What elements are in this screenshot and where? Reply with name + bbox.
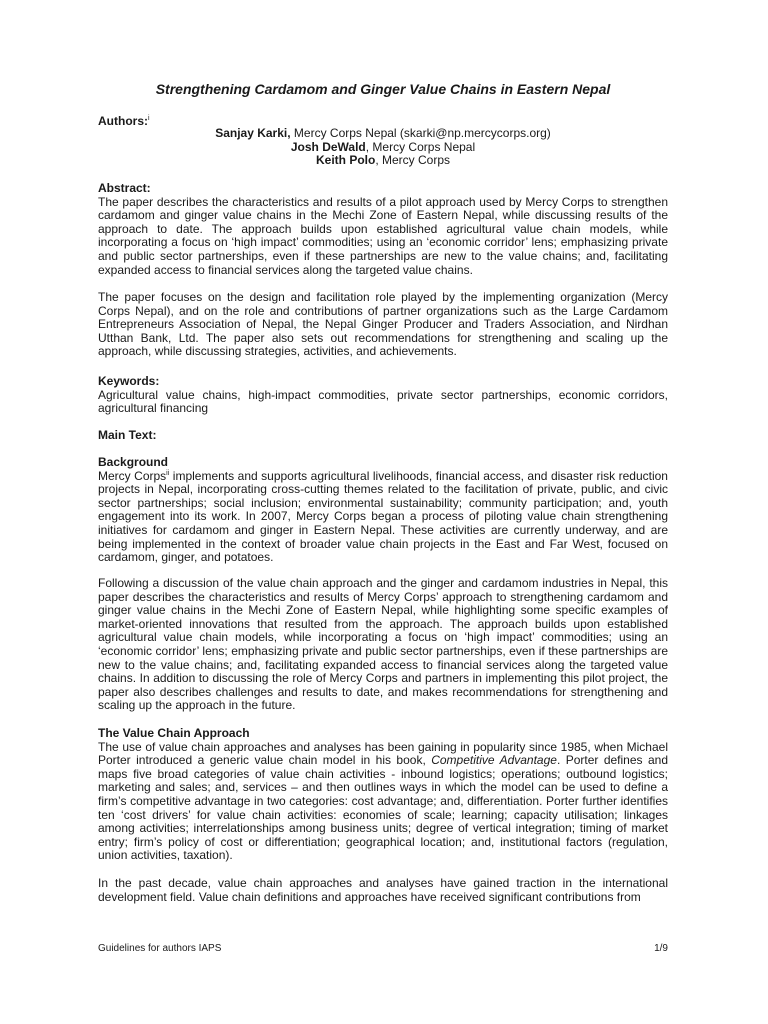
value-chain-heading: The Value Chain Approach bbox=[98, 726, 250, 740]
author-line bbox=[98, 141, 668, 155]
abstract-heading: Abstract: bbox=[98, 181, 151, 195]
footer-left-text: Guidelines for authors IAPS bbox=[98, 943, 222, 954]
abstract-paragraph-2: The paper focuses on the design and facilitation role played by the implementing organization (Mercy Corps Nepal), and on the role and contributions of partner organizations such as the Large Cardamom Entrepreneurs Association of Nepal, the Nepal Ginger Producer and Traders Association, and Nirdhan Utthan Bank, Ltd. The paper also sets out recommendations for strengthening and scaling up the approach, while discussing strategies, activities, and achievements. bbox=[98, 290, 668, 359]
author-affiliation: , Mercy Corps Nepal bbox=[365, 139, 476, 154]
page-number: 1/9 bbox=[654, 943, 668, 954]
value-chain-section bbox=[98, 727, 668, 863]
value-chain-p1-b: . Porter defines and maps five broad categories of value chain activities - inbound logistics; operations; outbound logistics; marketing and sales; and, services – and then outlines ways in which the model can be used to define a firm’s competitive advantage in two categories: cost advantage; and, differentiation. Porter further identifies ten ‘cost drivers’ for value chain activities: economies of scale; learning; capacity utilisation; linkages among activities; interrelationships among business units; degree of vertical integration; timing of market entry; firm’s policy of cost or differentiation; geographical location; and, institutional factors (regulation, union activities, taxation). bbox=[98, 753, 668, 863]
keywords-section bbox=[98, 375, 668, 416]
author-list bbox=[98, 127, 668, 168]
page-footer bbox=[98, 942, 668, 956]
value-chain-p1-a: The use of value chain approaches and analyses has been gaining in popularity since 1985, when Michael Porter introduced a generic value chain model in his book, bbox=[98, 739, 668, 768]
value-chain-paragraph-2: In the past decade, value chain approaches and analyses have gained traction in the international development field. Value chain definitions and approaches have received significant contributions from bbox=[98, 876, 668, 904]
value-chain-paragraph-1 bbox=[98, 741, 668, 863]
author-line bbox=[98, 127, 668, 141]
author-affiliation: Mercy Corps Nepal (skarki@np.mercycorps.org) bbox=[290, 126, 551, 140]
value-chain-paragraph-2-block bbox=[98, 877, 668, 904]
authors-footnote-mark: i bbox=[148, 115, 150, 122]
footnote-mark: ii bbox=[166, 469, 170, 477]
background-heading: Background bbox=[98, 455, 169, 469]
main-text-section bbox=[98, 429, 668, 443]
background-section bbox=[98, 456, 668, 565]
keywords-heading: Keywords: bbox=[98, 374, 160, 388]
author-affiliation: , Mercy Corps bbox=[375, 153, 451, 168]
keywords-text: Agricultural value chains, high-impact commodities, private sector partnerships, economic corridors, agricultural financing bbox=[98, 387, 668, 416]
background-paragraph-1 bbox=[98, 470, 668, 565]
authors-label-text: Authors: bbox=[98, 114, 148, 128]
author-name: Josh DeWald bbox=[290, 139, 366, 154]
background-p1-rest: implements and supports agricultural livelihoods, financial access, and disaster risk reduction projects in Nepal, incorporating cross-cutting themes related to the facilitation of private, public, and civic sector partnerships; social inclusion; environmental sustainability; community participation; and, youth engagement into its work. In 2007, Mercy Corps began a process of piloting value chain strengthening initiatives for cardamom and ginger in Eastern Nepal. These activities are currently underway, and are being implemented in the context of broader value chain projects in the East and Far West, focused on cardamom, ginger, and potatoes. bbox=[98, 468, 668, 565]
main-text-heading: Main Text: bbox=[98, 428, 157, 442]
abstract-paragraph-2-block bbox=[98, 291, 668, 359]
author-name: Sanjay Karki, bbox=[215, 126, 291, 140]
book-title: Competitive Advantage bbox=[431, 753, 557, 768]
background-paragraph-2: Following a discussion of the value chain approach and the ginger and cardamom industries in Nepal, this paper describes the characteristics and results of Mercy Corps’ approach to strengthening cardamom and ginger value chains in the Mechi Zone of Eastern Nepal, while highlighting some specific examples of market-oriented innovations that resulted from the approach. The approach builds upon established agricultural value chain models, while incorporating a focus on ‘high impact’ commodities; using an ‘economic corridor’ lens; emphasizing private and public sector partnerships, even if these partnerships are new to the value chains; and, facilitating expanded access to financial services along the targeted value chains. In addition to discussing the role of Mercy Corps and partners in implementing this pilot project, the paper also describes challenges and results to date, and makes recommendations for strengthening and scaling up the approach in the future. bbox=[98, 576, 668, 713]
author-line bbox=[98, 154, 668, 168]
author-name: Keith Polo bbox=[315, 153, 376, 168]
background-paragraph-2-block bbox=[98, 577, 668, 713]
background-p1-start: Mercy Corps bbox=[98, 468, 167, 483]
paper-title: Strengthening Cardamom and Ginger Value Chains in Eastern Nepal bbox=[155, 81, 611, 97]
abstract-section bbox=[98, 182, 668, 277]
abstract-paragraph-1: The paper describes the characteristics and results of a pilot approach used by Mercy Corps to strengthen cardamom and ginger value chains in the Mechi Zone of Eastern Nepal, while discussing results of the approach to date. The approach builds upon established agricultural value chain models, while incorporating a focus on ‘high impact’ commodities; using an ‘economic corridor’ lens; emphasizing private and public sector partnerships, even if these partnerships are new to the value chains; and, facilitating expanded access to financial services along the targeted value chains. bbox=[98, 194, 668, 277]
